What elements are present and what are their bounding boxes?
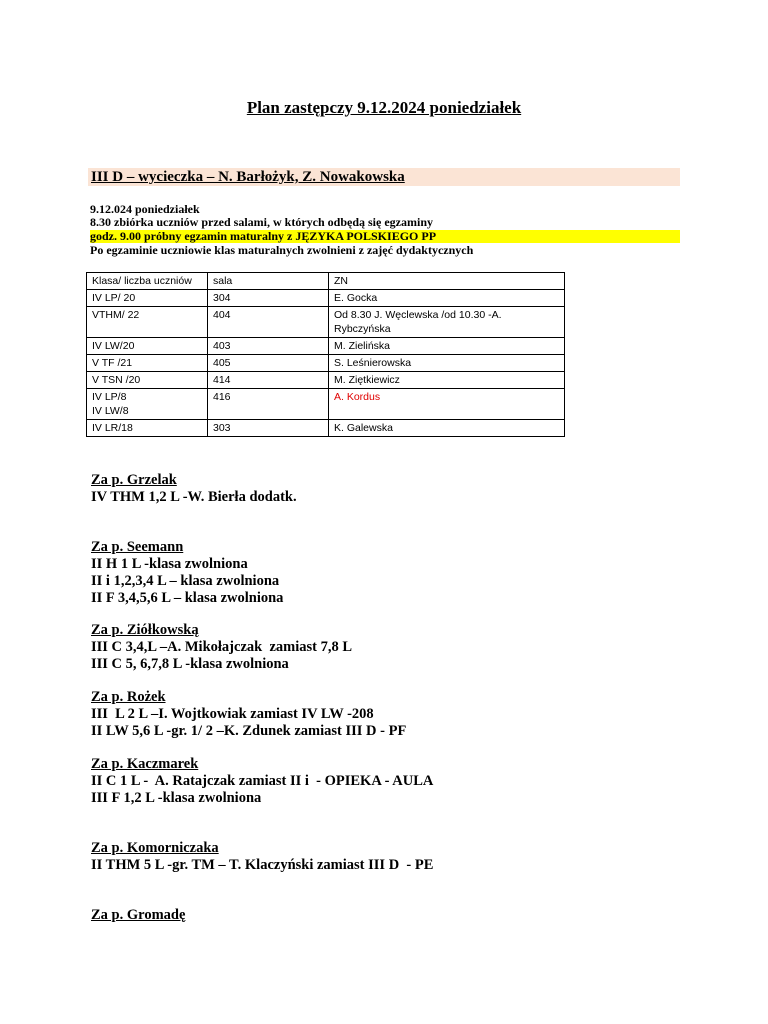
section-heading: Za p. Kaczmarek bbox=[91, 756, 199, 772]
cell-klasa: IV LR/18 bbox=[87, 420, 208, 437]
section-line: III C 5, 6,7,8 L -klasa zwolniona bbox=[91, 656, 289, 672]
cell-zn: M. Ziętkiewicz bbox=[329, 372, 565, 389]
info-gathering: 8.30 zbiórka uczniów przed salami, w których odbędą się egzaminy bbox=[90, 215, 433, 229]
cell-sala: 414 bbox=[208, 372, 329, 389]
cell-zn: E. Gocka bbox=[329, 290, 565, 307]
page-title: Plan zastępczy 9.12.2024 poniedziałek bbox=[246, 98, 522, 117]
table-row bbox=[87, 290, 565, 307]
cell-klasa-line1: IV LP/8 bbox=[92, 391, 127, 403]
header-klasa: Klasa/ liczba uczniów bbox=[87, 273, 208, 290]
cell-sala: 416 bbox=[208, 389, 329, 420]
section-line: II i 1,2,3,4 L – klasa zwolniona bbox=[91, 573, 280, 589]
cell-klasa bbox=[87, 389, 208, 420]
cell-klasa: IV LW/20 bbox=[87, 338, 208, 355]
section-line: IV THM 1,2 L -W. Bierła dodatk. bbox=[91, 489, 297, 505]
cell-sala: 304 bbox=[208, 290, 329, 307]
section-komorniczak bbox=[91, 840, 433, 874]
cell-klasa: V TSN /20 bbox=[87, 372, 208, 389]
cell-klasa: VTHM/ 22 bbox=[87, 307, 208, 338]
section-seemann bbox=[91, 539, 283, 607]
cell-zn: M. Zielińska bbox=[329, 338, 565, 355]
section-line: II THM 5 L -gr. TM – T. Klaczyński zamiast III D - PE bbox=[91, 857, 434, 873]
table-row bbox=[87, 307, 565, 338]
table-row bbox=[87, 389, 565, 420]
table-header-row bbox=[87, 273, 565, 290]
trip-text: III D – wycieczka – N. Barłożyk, Z. Nowakowska bbox=[91, 169, 405, 185]
section-gromada bbox=[91, 907, 185, 924]
section-rozek bbox=[91, 689, 406, 740]
table-row bbox=[87, 338, 565, 355]
cell-klasa-line2: IV LW/8 bbox=[92, 405, 129, 417]
table-row bbox=[87, 420, 565, 437]
cell-sala: 403 bbox=[208, 338, 329, 355]
cell-zn: K. Galewska bbox=[329, 420, 565, 437]
section-heading: Za p. Gromadę bbox=[91, 907, 186, 923]
header-sala: sala bbox=[208, 273, 329, 290]
section-line: II LW 5,6 L -gr. 1/ 2 –K. Zdunek zamiast III D - PF bbox=[91, 723, 407, 739]
section-line: III L 2 L –I. Wojtkowiak zamiast IV LW -208 bbox=[91, 706, 374, 722]
section-heading: Za p. Grzelak bbox=[91, 472, 177, 488]
info-date: 9.12.024 poniedziałek bbox=[90, 202, 200, 216]
section-grzelak bbox=[91, 472, 297, 506]
cell-zn: S. Leśnierowska bbox=[329, 355, 565, 372]
table-row bbox=[87, 372, 565, 389]
section-heading: Za p. Komorniczaka bbox=[91, 840, 219, 856]
section-line: II F 3,4,5,6 L – klasa zwolniona bbox=[91, 590, 284, 606]
cell-zn-highlighted: A. Kordus bbox=[329, 389, 565, 420]
cell-zn: Od 8.30 J. Węclewska /od 10.30 -A. Rybczyńska bbox=[329, 307, 565, 338]
section-ziolkowska bbox=[91, 622, 352, 673]
info-exam-text: godz. 9.00 próbny egzamin maturalny z JĘZYKA POLSKIEGO PP bbox=[90, 230, 680, 243]
section-line: II C 1 L - A. Ratajczak zamiast II i - OPIEKA - AULA bbox=[91, 773, 434, 789]
cell-klasa: IV LP/ 20 bbox=[87, 290, 208, 307]
section-heading: Za p. Seemann bbox=[91, 539, 184, 555]
cell-klasa: V TF /21 bbox=[87, 355, 208, 372]
cell-sala: 404 bbox=[208, 307, 329, 338]
section-kaczmarek bbox=[91, 756, 433, 807]
cell-sala: 405 bbox=[208, 355, 329, 372]
header-zn: ZN bbox=[329, 273, 565, 290]
table-row bbox=[87, 355, 565, 372]
section-line: III C 3,4,L –A. Mikołajczak zamiast 7,8 L bbox=[91, 639, 352, 655]
exam-rooms-table bbox=[86, 272, 565, 437]
info-exam-highlight bbox=[90, 230, 680, 243]
info-dismissal: Po egzaminie uczniowie klas maturalnych zwolnieni z zajęć dydaktycznych bbox=[90, 243, 474, 257]
trip-banner bbox=[88, 168, 680, 186]
section-line: II H 1 L -klasa zwolniona bbox=[91, 556, 248, 572]
section-line: III F 1,2 L -klasa zwolniona bbox=[91, 790, 262, 806]
section-heading: Za p. Ziółkowską bbox=[91, 622, 199, 638]
section-heading: Za p. Rożek bbox=[91, 689, 166, 705]
cell-sala: 303 bbox=[208, 420, 329, 437]
